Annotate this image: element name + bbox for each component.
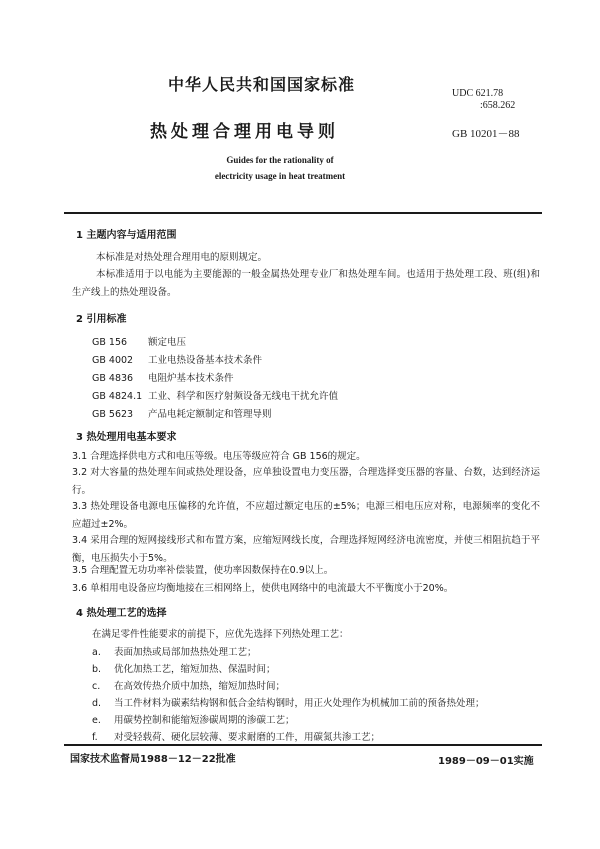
reference-code: GB 4824.1 [92,391,143,402]
process-item-mark: e. [92,715,101,726]
process-item-text: 在高效传热介质中加热，缩短加热时间； [114,681,286,692]
english-title-line-2: electricity usage in heat treatment [214,171,346,181]
section-3-heading: 3 热处理用电基本要求 [76,432,177,443]
top-divider [64,212,542,214]
reference-code: GB 156 [92,337,128,348]
process-item [92,697,485,711]
section-1-heading: 1 主题内容与适用范围 [76,230,177,241]
process-item [92,646,257,660]
section-1-para-2: 本标准适用于以电能为主要能源的一般金属热处理专业厂和热处理车间。也适用于热处理工段、班(组)和生产线上的热处理设备。 [72,269,540,298]
reference-title: 电阻炉基本技术条件 [148,373,234,384]
process-item-mark: a. [92,647,101,658]
approval-line: 国家技术监督局1988－12－22批准 [70,754,236,765]
section-4-intro: 在满足零件性能要求的前提下，应优先选择下列热处理工艺： [92,629,349,640]
reference-item [92,370,234,384]
reference-item [92,352,262,366]
udc-code [452,88,515,112]
reference-title: 额定电压 [148,337,187,348]
bottom-divider [64,744,542,746]
udc-line-2: :658.262 [480,100,516,111]
process-item-mark: d. [92,698,102,709]
reference-item [92,406,272,420]
section-1-para-1: 本标准是对热处理合理用电的原则规定。 [96,252,268,263]
section-4-heading: 4 热处理工艺的选择 [76,608,167,619]
process-item-text: 表面加热或局部加热热处理工艺； [114,647,257,658]
process-item [92,714,295,728]
reference-code: GB 5623 [92,409,134,420]
reference-title: 工业电热设备基本技术条件 [148,355,263,366]
page-title: 热处理合理用电导则 [150,122,339,142]
udc-line-1: UDC 621.78 [452,88,504,99]
reference-item [92,388,338,402]
reference-code: GB 4002 [92,355,134,366]
process-item-text: 当工件材料为碳素结构钢和低合金结构钢时，用正火处理作为机械加工前的预备热处理； [114,698,485,709]
reference-item [92,334,186,348]
process-item [92,680,285,694]
clause-3-3: 3.3 热处理设备电源电压偏移的允许值，不应超过额定电压的±5%；电源三相电压应对称，电源频率的变化不应超过±2%。 [72,501,540,530]
clause-3-6: 3.6 单相用电设备应均衡地接在三相网络上，使供电网络中的电流最大不平衡度小于20%。 [72,583,454,594]
process-item-mark: b. [92,664,102,675]
section-2-heading: 2 引用标准 [76,314,127,325]
clause-3-5: 3.5 合理配置无功功率补偿装置，使功率因数保持在0.9以上。 [72,565,334,576]
implementation-date: 1989－09－01实施 [438,756,534,767]
process-item [92,731,380,745]
process-item-text: 优化加热工艺，缩短加热、保温时间； [114,664,276,675]
reference-code: GB 4836 [92,373,134,384]
process-item-text: 用碳势控制和能缩短渗碳周期的渗碳工艺； [114,715,295,726]
clause-3-1: 3.1 合理选择供电方式和电压等级。电压等级应符合 GB 156的规定。 [72,451,366,462]
english-title-line-1: Guides for the rationality of [226,155,334,165]
process-item-text: 对受轻载荷、硬化层较薄、要求耐磨的工件，用碳氮共渗工艺； [114,732,381,743]
process-item-mark: f. [92,732,98,743]
reference-title: 产品电耗定额制定和管理导则 [148,409,272,420]
standard-name: 中华人民共和国国家标准 [168,75,356,94]
clause-3-4: 3.4 采用合理的短网接线形式和布置方案，应缩短网线长度，合理选择短网经济电流密度，并使三相阻抗趋于平衡，电压损失小于5%。 [72,535,540,564]
gb-number: GB 10201－88 [452,128,520,140]
process-item-mark: c. [92,681,101,692]
process-item [92,663,276,677]
english-title [190,152,370,184]
reference-title: 工业、科学和医疗射频设备无线电干扰允许值 [148,391,339,402]
clause-3-2: 3.2 对大容量的热处理车间或热处理设备，应单独设置电力变压器，合理选择变压器的容量、台数，达到经济运行。 [72,467,540,496]
